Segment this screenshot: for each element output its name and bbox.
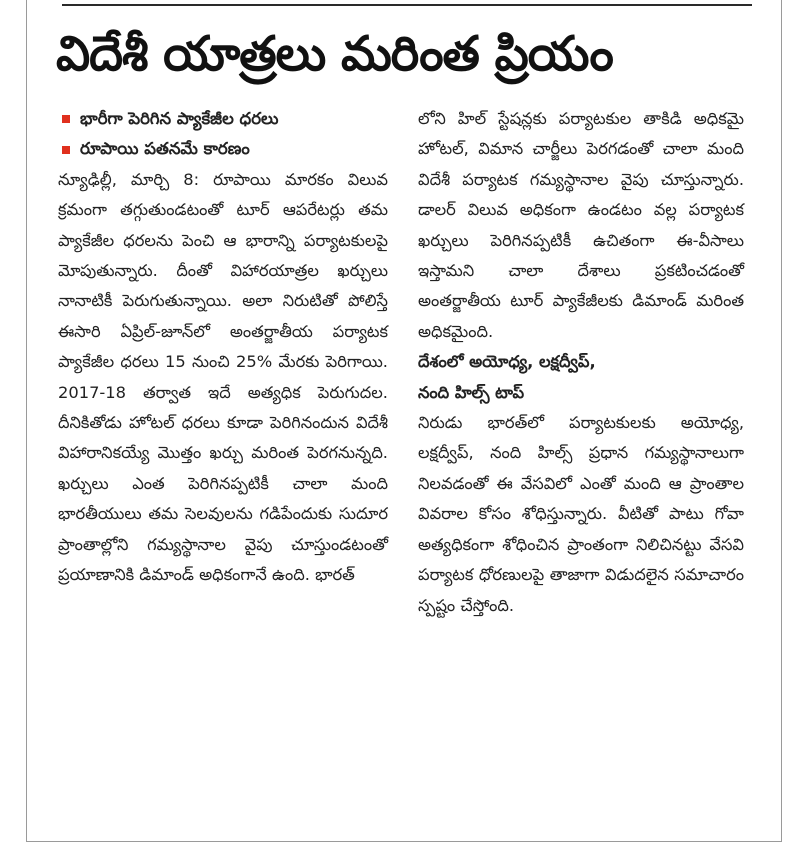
subheading-line-1: దేశంలో అయోధ్య, లక్షద్వీప్, (418, 352, 596, 372)
body-paragraph-right-1: లోని హిల్ స్టేషన్లకు పర్యాటకుల తాకిడి అధికమై హోటల్, విమాన చార్జీలు పెరగడంతో చాలా మంది విదేశీ పర్యాటక గమ్యస్థానాల వైపు చూస్తున్నారు. డాలర్ విలువ అధికంగా ఉండటం వల్ల పర్యాటక ఖర్చులు పెరిగినప్పటికీ ఉచితంగా ఈ-వీసాలు ఇస్తామని చాలా దేశాలు ప్రకటించడంతో అంతర్జాతీయ టూర్ ప్యాకేజీలకు డిమాండ్ మరింత అధికమైంది. (418, 109, 744, 341)
body-paragraph-right-2: నిరుడు భారత్‌లో పర్యాటకులకు అయోధ్య, లక్షద్వీప్, నంది హిల్స్ ప్రధాన గమ్యస్థానాలుగా నిలవడంతో ఈ వేసవిలో ఎంతో మంది ఆ ప్రాంతాల వివరాల కోసం శోధిస్తున్నారు. వీటితో పాటు గోవా అత్యధికంగా శోధించిన ప్రాంతంగా నిలిచినట్టు వేసవి పర్యాటక ధోరణులపై తాజాగా విడుదలైన సమాచారం స్పష్టం చేస్తోంది. (418, 413, 744, 615)
bullet-text: రూపాయి పతనమే కారణం (80, 139, 250, 159)
bullet-point-2 (58, 134, 388, 164)
bullet-square-icon (62, 146, 70, 154)
bullet-point-1 (58, 104, 388, 134)
left-column (58, 104, 388, 590)
top-divider (62, 4, 752, 6)
article-headline: విదేశీ యాత్రలు మరింత ప్రియం (56, 26, 613, 82)
subheading-line-2: నంది హిల్స్ టాప్ (418, 382, 525, 402)
bullet-text: భారీగా పెరిగిన ప్యాకేజీల ధరలు (80, 109, 279, 128)
right-column (418, 104, 744, 621)
body-paragraph-left: న్యూఢిల్లీ, మార్చి 8: రూపాయి మారకం విలువ క్రమంగా తగ్గుతుండటంతో టూర్ ఆపరేటర్లు తమ ప్యాకేజీల ధరలను పెంచి ఆ భారాన్ని పర్యాటకులపై మోపుతున్నారు. దీంతో విహారయాత్రల ఖర్చులు నానాటికీ పెరుగుతున్నాయి. అలా నిరుటితో పోలిస్తే ఈసారి ఏప్రిల్-జూన్‌లో అంతర్జాతీయ పర్యాటక ప్యాకేజీల ధరలు 15 నుంచి 25% మేరకు పెరిగాయి. 2017-18 తర్వాత ఇదే అత్యధిక పెరుగుదల. దీనికితోడు హోటల్ ధరలు కూడా పెరిగినందున విదేశీ విహారానికయ్యే మొత్తం ఖర్చు మరింత పెరగనున్నది. ఖర్చులు ఎంత పెరిగినప్పటికీ చాలా మంది భారతీయులు తమ సెలవులను గడిపేందుకు సుదూర ప్రాంతాల్లోని గమ్యస్థానాల వైపు చూస్తుండటంతో ప్రయాణానికి డిమాండ్ అధికంగానే ఉంది. భారత్ (58, 169, 388, 585)
bullet-square-icon (62, 115, 70, 123)
